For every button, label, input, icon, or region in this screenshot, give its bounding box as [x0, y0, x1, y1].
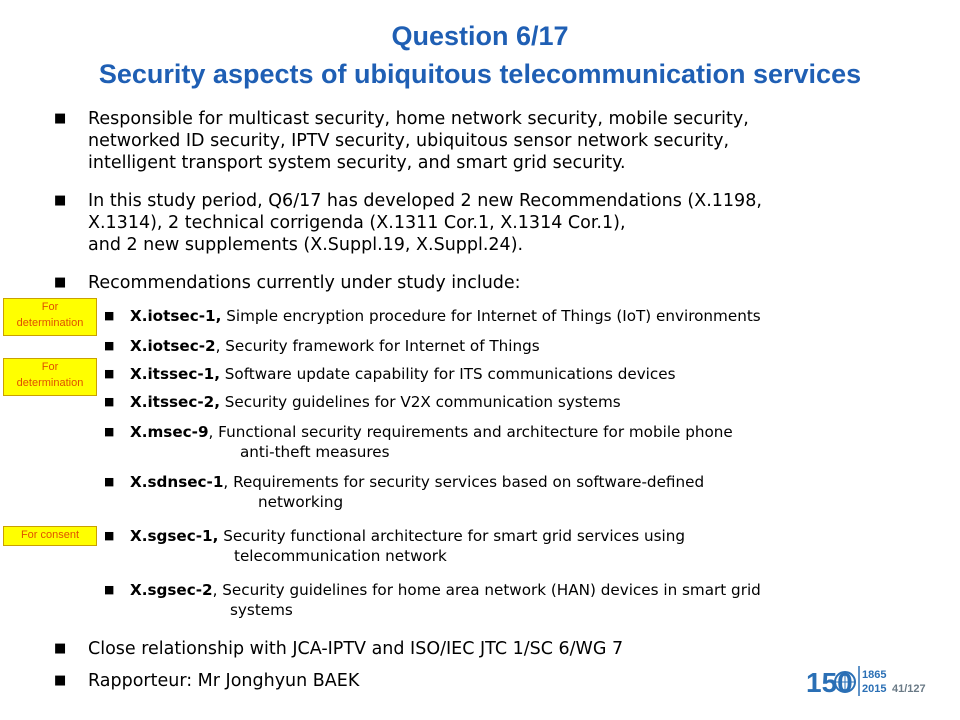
tag-text: determination [16, 377, 84, 389]
slide-title-line2: Security aspects of ubiquitous telecommunication services [98, 59, 862, 89]
rec-code: X.sdnsec-1 [130, 473, 224, 491]
rec-description: , Functional security requirements and architecture for mobile phone [208, 423, 733, 441]
bullet-text-line: networked ID security, IPTV security, ubiquitous sensor network security, [88, 131, 730, 151]
rec-description: Security functional architecture for smart grid services using [218, 527, 686, 545]
bullet-square-icon: ■ [54, 641, 67, 656]
bullet-text-line: Recommendations currently under study include: [88, 273, 521, 293]
for-consent-tag [3, 526, 97, 546]
rec-code: X.sgsec-1, [130, 527, 219, 545]
bullet-square-icon: ■ [104, 339, 115, 352]
bullet-text-line: Rapporteur: Mr Jonghyun BAEK [88, 671, 360, 691]
sub-item-x-msec-9 [104, 422, 733, 462]
rec-description: Simple encryption procedure for Internet of Things (IoT) environments [221, 307, 761, 325]
rec-description: Software update capability for ITS communications devices [219, 365, 676, 383]
rec-code: X.sgsec-2 [130, 581, 213, 599]
bullet-square-icon: ■ [54, 193, 67, 208]
for-determination-tag [3, 358, 97, 396]
rec-description-continued: networking [258, 493, 344, 511]
itu-150-logo-icon [806, 658, 888, 700]
logo-digits: 150 [806, 667, 853, 698]
logo-year-start: 1865 [862, 669, 887, 681]
sub-item-x-itssec-1 [104, 364, 676, 384]
bullet-square-icon: ■ [104, 583, 115, 596]
rec-description: Security guidelines for V2X communication systems [219, 393, 621, 411]
bullet-study-period [54, 190, 762, 256]
bullet-under-study [54, 272, 521, 294]
rec-description-continued: systems [230, 601, 293, 619]
bullet-square-icon: ■ [104, 309, 115, 322]
sub-item-x-sgsec-1 [104, 526, 686, 566]
sub-item-x-sdnsec-1 [104, 472, 705, 512]
tag-text: determination [16, 317, 84, 329]
bullet-square-icon: ■ [54, 111, 67, 126]
rec-code: X.msec-9 [130, 423, 209, 441]
bullet-text-line: intelligent transport system security, and smart grid security. [88, 153, 626, 173]
sub-item-x-iotsec-2 [104, 336, 540, 356]
bullet-relationship [54, 638, 624, 660]
bullet-text-line: In this study period, Q6/17 has developed 2 new Recommendations (X.1198, [88, 191, 762, 211]
page-number: 41/127 [892, 683, 926, 695]
sub-item-x-sgsec-2 [104, 580, 761, 620]
rec-description: , Security guidelines for home area network (HAN) devices in smart grid [212, 581, 761, 599]
bullet-text-line: and 2 new supplements (X.Suppl.19, X.Suppl.24). [88, 235, 524, 255]
bullet-square-icon: ■ [104, 367, 115, 380]
rec-description-continued: anti-theft measures [240, 443, 390, 461]
tag-text: For [41, 301, 59, 313]
bullet-responsibilities [54, 108, 749, 174]
bullet-rapporteur [54, 670, 360, 692]
rec-description: , Security framework for Internet of Things [215, 337, 540, 355]
bullet-square-icon: ■ [104, 475, 115, 488]
rec-description: , Requirements for security services based on software-defined [223, 473, 705, 491]
bullet-square-icon: ■ [104, 395, 115, 408]
rec-code: X.iotsec-2 [130, 337, 216, 355]
sub-item-x-itssec-2 [104, 392, 621, 412]
rec-code: X.itssec-1, [130, 365, 220, 383]
rec-code: X.itssec-2, [130, 393, 220, 411]
bullet-square-icon: ■ [104, 529, 115, 542]
bullet-square-icon: ■ [54, 673, 67, 688]
tag-text: For [41, 361, 59, 373]
rec-description-continued: telecommunication network [234, 547, 447, 565]
bullet-square-icon: ■ [104, 425, 115, 438]
tag-text: For consent [20, 529, 80, 541]
bullet-text-line: Close relationship with JCA-IPTV and ISO/IEC JTC 1/SC 6/WG 7 [88, 639, 624, 659]
bullet-text-line: Responsible for multicast security, home network security, mobile security, [88, 109, 749, 129]
for-determination-tag [3, 298, 97, 336]
sub-item-x-iotsec-1 [104, 306, 761, 326]
slide-title-line1: Question 6/17 [391, 21, 569, 51]
bullet-text-line: X.1314), 2 technical corrigenda (X.1311 Cor.1, X.1314 Cor.1), [88, 213, 626, 233]
bullet-square-icon: ■ [54, 275, 67, 290]
logo-year-end: 2015 [862, 683, 887, 695]
rec-code: X.iotsec-1, [130, 307, 222, 325]
